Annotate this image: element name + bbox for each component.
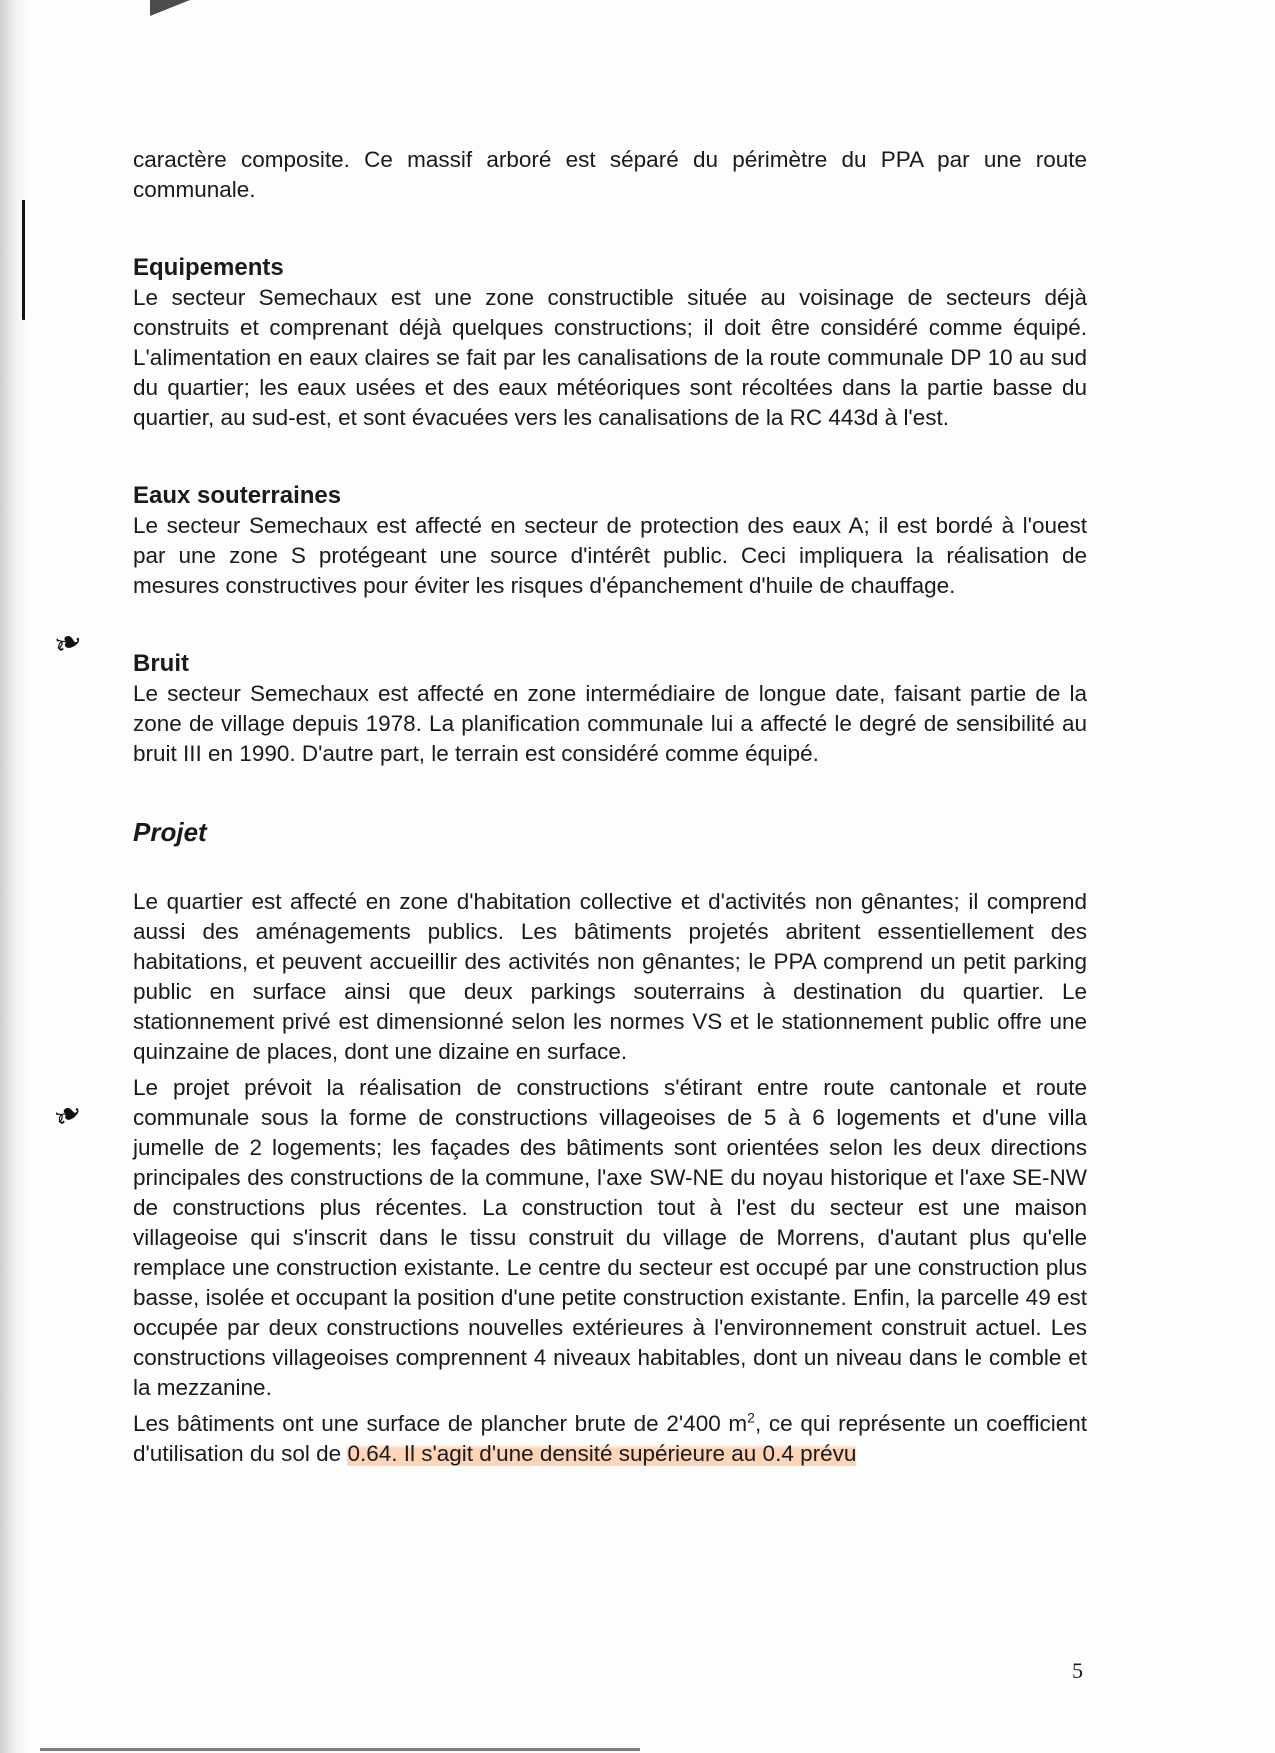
intro-paragraph: caractère composite. Ce massif arboré est séparé du périmètre du PPA par une route communale.	[133, 147, 1087, 202]
projet-paragraph-3-mid: , ce qui représente un coefficient d'utilisation du sol de	[133, 1411, 1087, 1466]
scan-edge-notch	[0, 200, 25, 320]
projet-paragraph-2: Le projet prévoit la réalisation de constructions s'étirant entre route cantonale et route communale sous la forme de constructions villageoises de 5 à 6 logements et d'une villa jumelle de 2 logements; les façades des bâtiments sont orientées selon les deux directions principales des constructions de la commune, l'axe SW-NE du noyau historique et l'axe SE-NW de constructions plus récentes. La construction tout à l'est du secteur est une maison villageoise qui s'inscrit dans le tissu construit du village de Morrens, d'autant plus qu'elle remplace une construction existante. Le centre du secteur est occupé par une construction plus basse, isolée et occupant la position d'une petite construction existante. Enfin, la parcelle 49 est occupée par deux constructions nouvelles extérieures à l'environnement construit actuel. Les constructions villageoises comprennent 4 niveaux habitables, dont un niveau dans le comble et la mezzanine.	[133, 1075, 1087, 1400]
main-heading-projet: Projet	[133, 817, 207, 847]
projet-paragraph-3	[133, 1409, 1087, 1469]
section-heading-eaux: Eaux souterraines	[133, 482, 342, 509]
section-text-eaux: Le secteur Semechaux est affecté en secteur de protection des eaux A; il est bordé à l'ouest par une zone S protégeant une source d'intérêt public. Ceci impliquera la réalisation de mesures constructives pour éviter les risques d'épanchement d'huile de chauffage.	[133, 513, 1087, 598]
section-heading-bruit: Bruit	[133, 650, 189, 677]
section-heading-equipements: Equipements	[133, 254, 284, 281]
hole-punch-mark: ❧	[46, 1091, 91, 1139]
superscript-2: 2	[747, 1409, 755, 1426]
projet-paragraph-1: Le quartier est affecté en zone d'habitation collective et d'activités non gênantes; il comprend aussi des aménagements publics. Les bâtiments projetés abritent essentiellement des habitations, et peuvent accueillir des activités non gênantes; le PPA comprend un petit parking public en surface ainsi que deux parkings souterrains à destination du quartier. Le stationnement privé est dimensionné selon les normes VS et le stationnement public offre une quinzaine de places, dont une dizaine en surface.	[133, 889, 1087, 1064]
section-text-equipements: Le secteur Semechaux est une zone constructible située au voisinage de secteurs déjà construits et comprenant déjà quelques constructions; il doit être considéré comme équipé. L'alimentation en eaux claires se fait par les canalisations de la route communale DP 10 au sud du quartier; les eaux usées et des eaux météoriques sont récoltées dans la partie basse du quartier, au sud-est, et sont évacuées vers les canalisations de la RC 443d à l'est.	[133, 285, 1087, 430]
scan-bottom-line	[40, 1748, 640, 1751]
page-number: 5	[1072, 1658, 1083, 1683]
highlighted-text: 0.64. Il s'agit d'une densité supérieure au 0.4 prévu	[347, 1441, 857, 1466]
section-text-bruit: Le secteur Semechaux est affecté en zone intermédiaire de longue date, faisant partie de la zone de village depuis 1978. La planification communale lui a affecté le degré de sensibilité au bruit III en 1990. D'autre part, le terrain est considéré comme équipé.	[133, 681, 1087, 766]
scan-corner-mark	[150, 0, 190, 16]
page-body	[133, 145, 1087, 1469]
projet-paragraph-3-start: Les bâtiments ont une surface de plancher brute de 2'400 m	[133, 1411, 748, 1436]
hole-punch-mark: ❧	[48, 620, 89, 666]
